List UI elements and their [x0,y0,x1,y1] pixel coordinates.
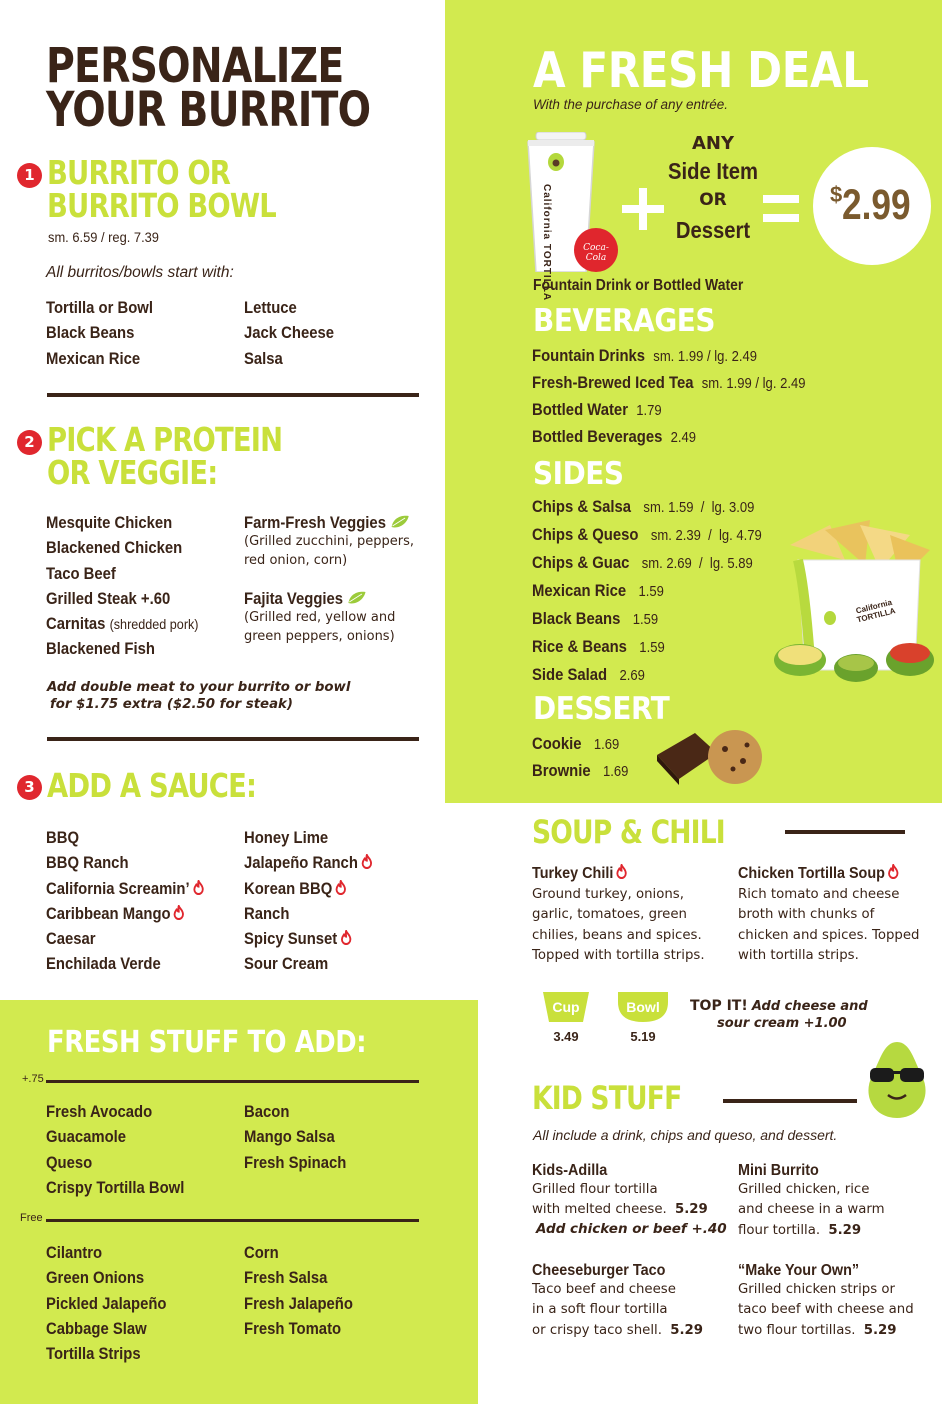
avocado-sunglasses-icon [862,1040,932,1120]
list-item: Guacamole [46,1128,127,1147]
kid-stuff-intro: All include a drink, chips and queso, and dessert. [533,1127,838,1143]
list-item: Fresh Jalapeño [244,1294,353,1313]
list-item: Black Beans [46,324,135,343]
divider [47,393,419,397]
divider [46,1080,419,1083]
spicy-flame-icon [887,864,901,879]
list-item: Blackened Chicken [46,539,183,558]
list-item: Green Onions [46,1269,145,1288]
spicy-flame-icon [191,880,205,895]
veggie-fajita: Fajita Veggies (Grilled red, yellow and green peppers, onions) [244,590,396,644]
free-label: Free [20,1212,43,1224]
list-item: Mesquite Chicken [46,514,173,532]
list-item: Honey Lime [244,829,329,847]
soup-right: Chicken Tortilla Soup Rich tomato and cheese broth with chunks of chicken and spices. Topped with tortilla strips. [738,865,920,963]
divider [47,737,419,741]
deal-drink-label: Fountain Drink or Bottled Water [533,277,744,294]
list-item: Jalapeño Ranch [244,851,373,876]
list-item: Salsa [244,349,283,368]
veggie-farm-fresh: Farm-Fresh Veggies (Grilled zucchini, peppers, red onion, corn) [244,514,415,568]
leaf-icon [390,515,410,529]
coke-logo: Coca-Cola [583,243,609,263]
chips-bag-image [770,520,940,685]
divider [46,1219,419,1222]
list-item: Carnitas (shredded pork) [46,615,199,634]
list-item: Spicy Sunset [244,927,373,952]
paid-label: +.75 [22,1073,44,1085]
dessert-title: DESSERT [533,691,670,727]
list-item: Cilantro [46,1244,103,1262]
beverages-title: BEVERAGES [533,303,716,339]
list-item: Corn [244,1244,279,1262]
list-item: Ranch [244,904,290,923]
list-item: California Screamin’ [46,877,205,902]
list-item: BBQ Ranch [46,854,129,873]
list-item: Crispy Tortilla Bowl [46,1178,185,1197]
step-3-title: ADD A SAUCE: [47,766,257,805]
beverages-list [532,343,836,451]
cookie-brownie-icon [655,725,765,785]
kid-item-mini-burrito: Mini Burrito Grilled chicken, rice and cheese in a warm flour tortilla. 5.29 [738,1162,885,1238]
step-1-list-right [244,296,344,372]
step-3-list-right [244,826,388,978]
equals-sign-top [763,195,799,203]
spicy-flame-icon [334,880,348,895]
double-meat-note: Add double meat to your burrito or bowl for $1.75 extra ($2.50 for steak) [47,680,351,712]
soup-title: SOUP & CHILI [532,813,725,851]
list-item: Caribbean Mango [46,902,205,927]
list-item: Tortilla Strips [46,1345,141,1364]
list-item: Cabbage Slaw [46,1319,147,1338]
list-item: Grilled Steak +.60 [46,589,171,608]
paid-list-left [46,1100,200,1201]
deal-price-circle [813,147,931,265]
plus-sign-vert [639,188,647,230]
menu-row: Side Salad 2.69 [532,666,645,684]
chips-and-dips-icon [770,520,940,685]
list-item: Jack Cheese [244,324,334,343]
soup-bowl: Bowl 5.19 [618,992,668,1042]
list-item: Mexican Rice [46,349,141,368]
paid-list-right [244,1100,358,1176]
step-2-badge: 2 [17,430,42,455]
list-item: Korean BBQ [244,877,373,902]
list-item: Caesar [46,930,96,949]
list-item: Pickled Jalapeño [46,1294,167,1313]
deal-choice: ANY Side Item OR Dessert [667,133,758,243]
spicy-flame-icon [339,930,353,945]
step-3-list-left [46,826,223,978]
list-item: Queso [46,1153,93,1172]
menu-row: Brownie 1.69 [532,762,629,780]
menu-row: Chips & Queso sm. 2.39 / lg. 4.79 [532,526,762,544]
list-item: Blackened Fish [46,640,155,659]
kid-item-cheeseburger-taco: Cheeseburger Taco Taco beef and cheese in a soft flour tortilla or crispy taco shell. 5.29 [532,1262,703,1338]
soup-left: Turkey Chili Ground turkey, onions, garlic, tomatoes, green chilies, beans and spices. Topped with tortilla strips. [532,865,705,963]
list-item: Fresh Avocado [46,1103,153,1121]
cup-brand-text: California TORTILLA [541,184,552,302]
list-item: Sour Cream [244,955,329,974]
kid-item-make-your-own: “Make Your Own” Grilled chicken strips or taco beef with cheese and two flour tortillas. 5.29 [738,1262,914,1338]
free-list-left [46,1241,180,1367]
step-1-title: BURRITO OR BURRITO BOWL [47,153,276,225]
free-list-right [244,1241,365,1342]
equals-sign-bottom [763,214,799,222]
list-item: Bacon [244,1103,290,1121]
list-item: Fresh Spinach [244,1153,347,1172]
menu-row: Mexican Rice 1.59 [532,582,664,600]
bag-brand-text: California TORTILLA [854,597,897,625]
dessert-image [655,725,765,785]
list-item: BBQ [46,829,80,847]
step-2-title: PICK A PROTEIN OR VEGGIE: [47,420,283,492]
step-2-list-left [46,511,215,663]
fresh-stuff-title: FRESH STUFF TO ADD: [47,1025,367,1060]
top-it-note: TOP IT! Add cheese and sour cream +1.00 [690,998,868,1031]
divider [785,830,905,834]
menu-row: Bottled Water 1.79 [532,401,662,419]
list-item: Fresh Tomato [244,1319,342,1338]
menu-row: Black Beans 1.59 [532,610,659,628]
deal-price: $2.99 [830,181,911,229]
leaf-icon [347,591,367,605]
menu-row: Chips & Salsa sm. 1.59 / lg. 3.09 [532,498,755,516]
menu-row: Fountain Drinks sm. 1.99 / lg. 2.49 [532,347,758,365]
fresh-deal-subtitle: With the purchase of any entrée. [533,97,728,112]
kid-stuff-title: KID STUFF [532,1079,682,1117]
menu-row: Chips & Guac sm. 2.69 / lg. 5.89 [532,554,753,572]
drink-cup-image [526,132,622,302]
fresh-deal-title: A FRESH DEAL [533,42,869,99]
divider [723,1099,857,1103]
avocado-mascot [862,1040,932,1120]
step-3-badge: 3 [17,775,42,800]
soup-cup: Cup 3.49 [543,992,589,1042]
menu-row: Fresh-Brewed Iced Tea sm. 1.99 / lg. 2.49 [532,374,806,392]
list-item: Enchilada Verde [46,955,161,974]
list-item: Fresh Salsa [244,1269,328,1288]
kid-item-kidsadilla: Kids-Adilla Grilled flour tortilla with melted cheese. 5.29 Add chicken or beef +.40 [532,1162,727,1237]
sides-list [532,494,787,690]
list-item: Tortilla or Bowl [46,299,153,317]
spicy-flame-icon [172,905,186,920]
sides-title: SIDES [533,456,624,492]
list-item: Lettuce [244,299,297,317]
list-item: Taco Beef [46,564,116,583]
list-item: Mango Salsa [244,1128,335,1147]
dessert-list [532,731,639,785]
menu-row: Cookie 1.69 [532,735,620,753]
menu-row: Rice & Beans 1.59 [532,638,665,656]
spicy-flame-icon [615,864,629,879]
step-1-badge: 1 [17,163,42,188]
page-title: PERSONALIZE YOUR BURRITO [46,38,371,138]
menu-row: Bottled Beverages 2.49 [532,428,697,446]
spicy-flame-icon [360,854,374,869]
step-1-prices: sm. 6.59 / reg. 7.39 [48,229,159,245]
step-1-intro: All burritos/bowls start with: [46,264,234,281]
step-1-list-left [46,296,165,372]
